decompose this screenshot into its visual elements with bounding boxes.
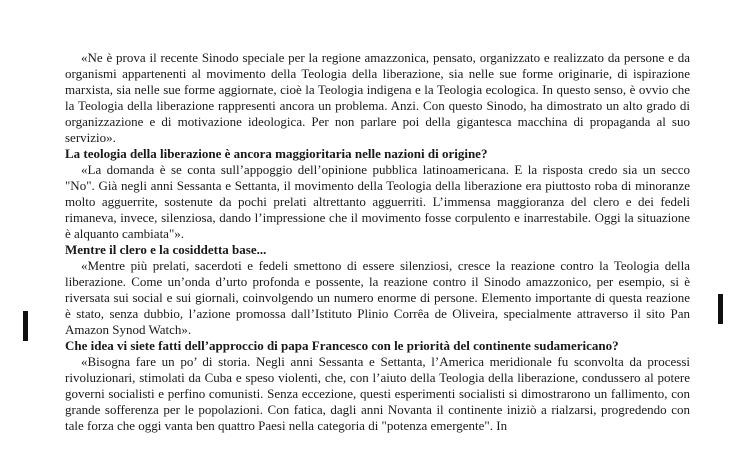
answer-paragraph-1: «Ne è prova il recente Sinodo speciale per la regione amazzonica, pensato, organizzato e realizzato da persone e da organismi appartenenti al movimento della Teologia della liberazione, sia nelle sue forme originarie, di ispirazione marxista, sia nelle sue forme aggiornate, cioè la Teologia indigena e la Teologia ecologica. In questo senso, è ovvio che la Teologia della liberazione rappresenti ancora un problema. Anzi. Con questo Sinodo, ha dimostrato un alto grado di organizzazione e di motivazione ideologica. Per non parlare poi della gigantesca macchina di propaganda al suo servizio». [65, 50, 690, 145]
article-body [65, 50, 690, 434]
right-margin-mark [718, 294, 723, 324]
answer-paragraph-3: «Mentre più prelati, sacerdoti e fedeli smettono di essere silenziosi, cresce la reazione contro la Teologia della liberazione. Come un’onda d’urto profonda e possente, la reazione contro il Sinodo amazzonico, per esempio, si è riversata sui social e sui giornali, coinvolgendo un numero enorme di persone. Elemento importante di questa reazione è stato, senza dubbio, l’azione promossa dall’Istituto Plinio Corrêa de Oliveira, specialmente attraverso il sito Pan Amazon Synod Watch». [65, 258, 690, 337]
answer-paragraph-4: «Bisogna fare un po’ di storia. Negli anni Sessanta e Settanta, l’America meridionale fu sconvolta da processi rivoluzionari, stimolati da Cuba e speso violenti, che, con l’aiuto della Teologia della liberazione, condussero al potere governi socialisti e perfino comunisti. Senza eccezione, questi esperimenti socialisti si dimostrarono un fallimento, con grande sofferenza per le popolazioni. Con fatica, dagli anni Novanta il continente iniziò a rialzarsi, progredendo con tale forza che oggi vanta ben quattro Paesi nella categoria di "potenza emergente". In [65, 354, 690, 433]
left-margin-mark [23, 311, 28, 341]
answer-paragraph-2: «La domanda è se conta sull’appoggio dell’opinione pubblica latinoamericana. E la risposta credo sia un secco "No". Già negli anni Sessanta e Settanta, il movimento della Teologia della liberazione era piuttosto roba di minoranze molto agguerrite, sostenute da pochi prelati altrettanto agguerriti. L’immensa maggioranza del clero e dei fedeli rimaneva, invece, silenziosa, dando l’impressione che il movimento fosse corpulento e inarrestabile. Oggi la situazione è alquanto cambiata"». [65, 162, 690, 241]
interview-question-2: Mentre il clero e la cosiddetta base... [65, 242, 267, 257]
interview-question-1: La teologia della liberazione è ancora maggioritaria nelle nazioni di origine? [65, 146, 488, 161]
interview-question-3: Che idea vi siete fatti dell’approccio di papa Francesco con le priorità del continente sudamericano? [65, 338, 619, 353]
